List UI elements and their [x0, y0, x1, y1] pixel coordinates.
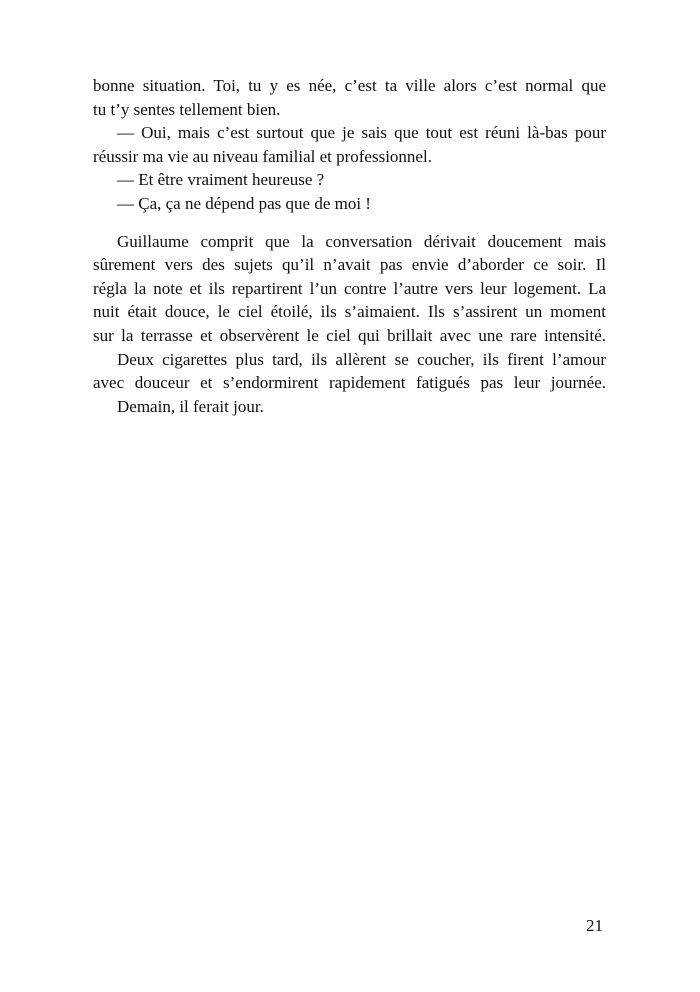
- text-line: sûrement vers des sujets qu’il n’avait pas envie d’aborder ce soir. Il: [93, 255, 606, 275]
- dialogue-line: — Oui, mais c’est surtout que je sais que tout est réuni là-bas pour: [117, 123, 606, 143]
- paragraph-start: Guillaume comprit que la conversation dérivait doucement mais: [117, 231, 606, 251]
- paragraph-start: Demain, il ferait jour.: [117, 396, 264, 416]
- text-line: bonne situation. Toi, tu y es née, c’est ta ville alors c’est normal que: [93, 76, 606, 95]
- page-number: 21: [586, 916, 603, 935]
- text-line: régla la note et ils repartirent l’un contre l’autre vers leur logement. La: [93, 278, 606, 298]
- body-text: [93, 74, 606, 418]
- text-line: tu t’y sentes tellement bien.: [93, 99, 281, 119]
- dialogue-line: — Et être vraiment heureuse ?: [117, 170, 325, 190]
- text-line: nuit était douce, le ciel étoilé, ils s’aimaient. Ils s’assirent un moment: [93, 302, 606, 322]
- dialogue-line: — Ça, ça ne dépend pas que de moi !: [117, 193, 371, 213]
- text-line: avec douceur et s’endormirent rapidement fatigués pas leur journée.: [93, 373, 606, 393]
- text-line: sur la terrasse et observèrent le ciel qui brillait avec une rare intensité.: [93, 325, 606, 345]
- text-line: réussir ma vie au niveau familial et professionnel.: [93, 146, 432, 166]
- paragraph-start: Deux cigarettes plus tard, ils allèrent se coucher, ils firent l’amour: [117, 349, 606, 369]
